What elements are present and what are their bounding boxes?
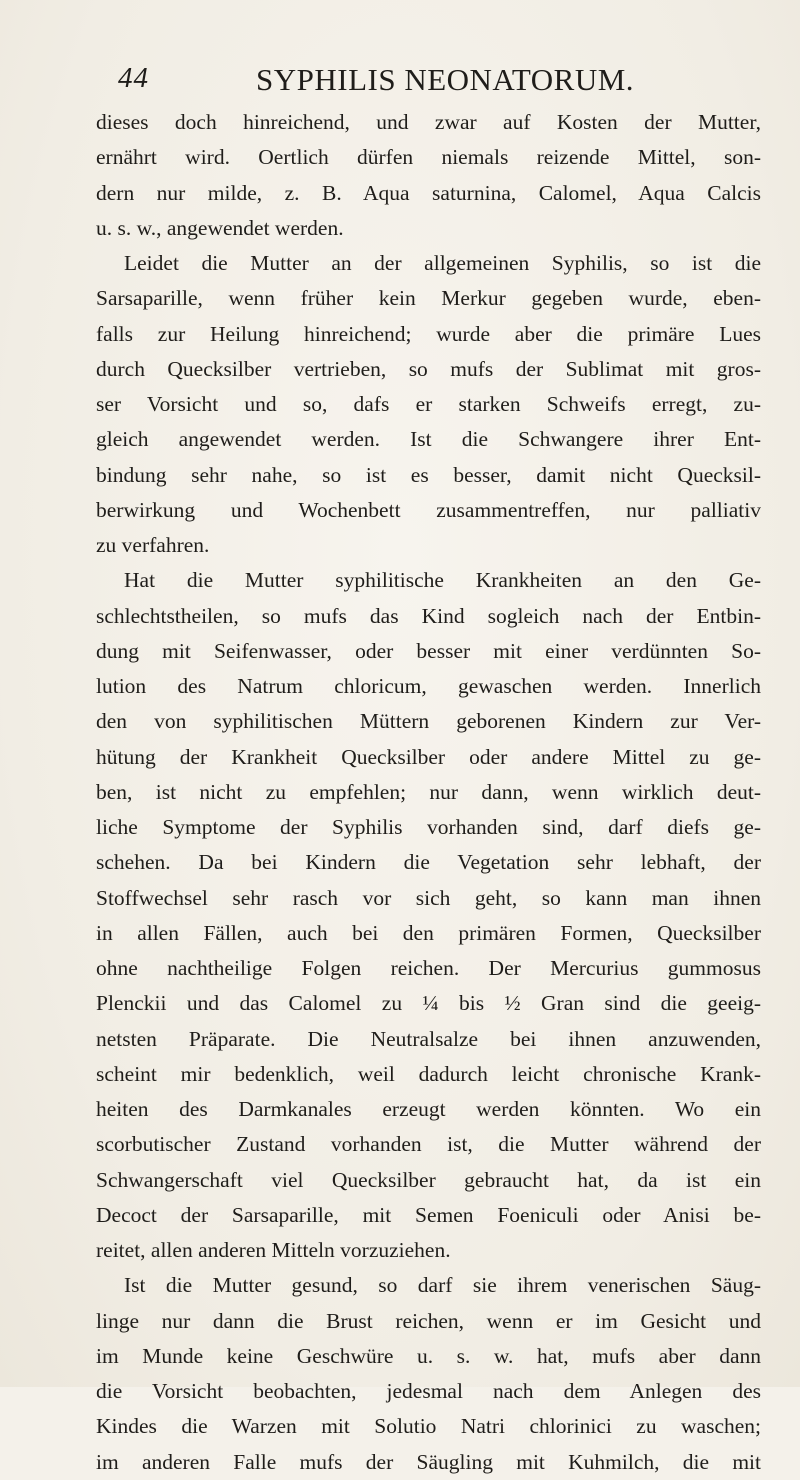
text-line: dung mit Seifenwasser, oder besser mit einer verdünnten So- (96, 638, 761, 663)
text-line: ernährt wird. Oertlich dürfen niemals reizende Mittel, son- (96, 145, 761, 170)
text-line: ohne nachtheilige Folgen reichen. Der Mercurius gummosus (96, 956, 761, 980)
text-line: berwirkung und Wochenbett zusammentreffen, nur palliativ (96, 497, 761, 522)
text-line: Schwangerschaft viel Quecksilber gebraucht hat, da ist ein (96, 1167, 761, 1192)
text-line: Kindes die Warzen mit Solutio Natri chlorinici zu waschen; (96, 1414, 761, 1439)
paragraph-start-line: Leidet die Mutter an der allgemeinen Syphilis, so ist die (124, 251, 761, 275)
text-line: dern nur milde, z. B. Aqua saturnina, Calomel, Aqua Calcis (96, 180, 761, 205)
text-line: zu verfahren. (96, 533, 210, 557)
text-line: im Munde keine Geschwüre u. s. w. hat, mufs aber dann (96, 1343, 761, 1368)
text-line: die Vorsicht beobachten, jedesmal nach dem Anlegen des (96, 1379, 761, 1403)
text-line: reitet, allen anderen Mitteln vorzuziehen. (96, 1238, 451, 1262)
text-line: schehen. Da bei Kindern die Vegetation sehr lebhaft, der (96, 850, 761, 875)
text-line: in allen Fällen, auch bei den primären Formen, Quecksilber (96, 920, 761, 945)
text-line: Plenckii und das Calomel zu ¼ bis ½ Gran sind die geeig- (96, 991, 761, 1016)
text-line: bindung sehr nahe, so ist es besser, damit nicht Quecksil- (96, 462, 761, 487)
page-header (118, 62, 728, 102)
text-line: Decoct der Sarsaparille, mit Semen Foeniculi oder Anisi be- (96, 1202, 761, 1227)
text-line: netsten Präparate. Die Neutralsalze bei ihnen anzuwenden, (96, 1026, 761, 1051)
page-number: 44 (118, 62, 149, 94)
text-line: heiten des Darmkanales erzeugt werden könnten. Wo ein (96, 1097, 761, 1121)
text-line: im anderen Falle mufs der Säugling mit Kuhmilch, die mit (96, 1449, 761, 1474)
text-line: dieses doch hinreichend, und zwar auf Kosten der Mutter, (96, 110, 761, 134)
text-line: durch Quecksilber vertrieben, so mufs der Sublimat mit gros- (96, 356, 761, 381)
text-line: schlechtstheilen, so mufs das Kind sogleich nach der Entbin- (96, 603, 761, 628)
text-line: scheint mir bedenklich, weil dadurch leicht chronische Krank- (96, 1061, 761, 1086)
text-line: scorbutischer Zustand vorhanden ist, die Mutter während der (96, 1132, 761, 1157)
text-line: Stoffwechsel sehr rasch vor sich geht, so kann man ihnen (96, 885, 761, 910)
text-line: hütung der Krankheit Quecksilber oder andere Mittel zu ge- (96, 744, 761, 769)
text-line: linge nur dann die Brust reichen, wenn er im Gesicht und (96, 1308, 761, 1333)
text-line: liche Symptome der Syphilis vorhanden sind, darf diefs ge- (96, 815, 761, 839)
body-text (96, 105, 761, 1480)
paragraph-start-line: Hat die Mutter syphilitische Krankheiten an den Ge- (124, 568, 761, 593)
text-line: Sarsaparille, wenn früher kein Merkur gegeben wurde, eben- (96, 286, 761, 311)
running-title: SYPHILIS NEONATORUM. (256, 62, 635, 97)
text-line: u. s. w., angewendet werden. (96, 215, 344, 240)
text-line: den von syphilitischen Müttern geborenen Kindern zur Ver- (96, 709, 761, 734)
text-line: ser Vorsicht und so, dafs er starken Schweifs erregt, zu- (96, 392, 761, 416)
text-line: lution des Natrum chloricum, gewaschen werden. Innerlich (96, 674, 761, 698)
text-line: falls zur Heilung hinreichend; wurde aber die primäre Lues (96, 321, 761, 346)
text-line: gleich angewendet werden. Ist die Schwangere ihrer Ent- (96, 427, 761, 452)
paragraph-start-line: Ist die Mutter gesund, so darf sie ihrem venerischen Säug- (124, 1273, 761, 1298)
text-line: ben, ist nicht zu empfehlen; nur dann, wenn wirklich deut- (96, 779, 761, 804)
